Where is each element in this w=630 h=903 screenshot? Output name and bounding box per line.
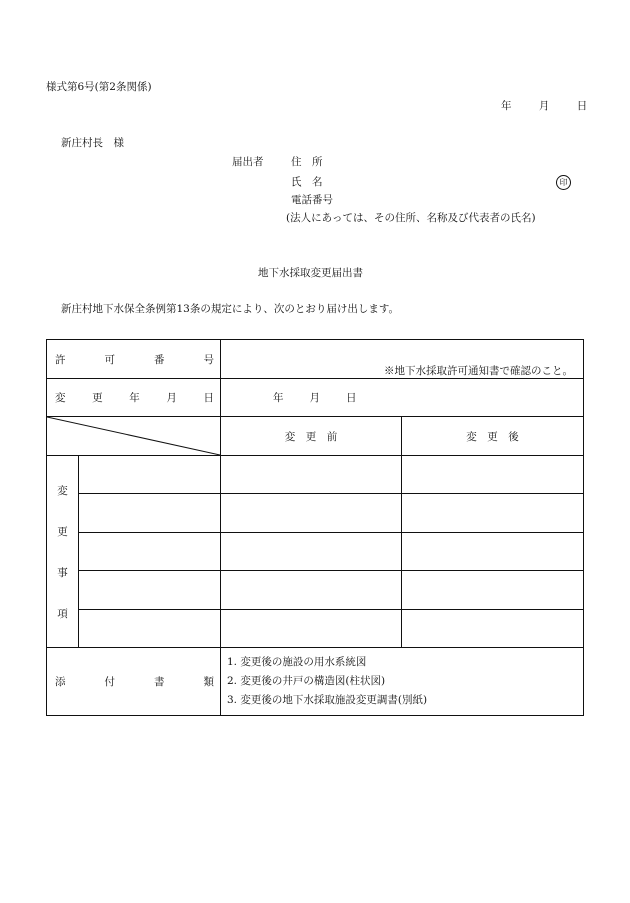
date-year: 年	[501, 100, 512, 112]
addressee: 新庄村長 様	[61, 137, 124, 149]
change-item-after[interactable]	[402, 610, 584, 648]
change-date-label: 変 更 年 月 日	[47, 379, 221, 417]
change-item-name[interactable]	[79, 494, 221, 533]
name-label: 氏 名	[291, 176, 323, 188]
address-label: 住 所	[291, 156, 323, 168]
change-item-before[interactable]	[221, 610, 402, 648]
change-item-after[interactable]	[402, 571, 584, 610]
intro-text: 新庄村地下水保全条例第13条の規定により、次のとおり届け出します。	[61, 303, 400, 315]
attachments-label: 添 付 書 類	[47, 648, 221, 716]
change-item-before[interactable]	[221, 494, 402, 533]
change-item-name[interactable]	[79, 533, 221, 571]
before-change-header: 変 更 前	[221, 417, 402, 456]
change-item-name[interactable]	[79, 571, 221, 610]
seal-icon: 印	[556, 175, 571, 190]
submission-date	[501, 101, 587, 112]
attachment-item: 3. 変更後の地下水採取施設変更調書(別紙)	[227, 694, 428, 706]
form-number: 様式第6号(第2条関係)	[46, 81, 152, 93]
change-item-name[interactable]	[79, 456, 221, 494]
change-items-label: 変 更 事 項	[47, 456, 79, 648]
change-form-table	[46, 339, 584, 716]
change-date-field[interactable]: 年 月 日	[221, 379, 584, 417]
change-item-name[interactable]	[79, 610, 221, 648]
permit-note: ※地下水採取許可通知書で確認のこと。	[384, 364, 573, 377]
after-change-header: 変 更 後	[402, 417, 584, 456]
change-item-before[interactable]	[221, 456, 402, 494]
attachment-item: 1. 変更後の施設の用水系統図	[227, 656, 367, 668]
phone-label: 電話番号	[291, 194, 333, 206]
change-item-before[interactable]	[221, 571, 402, 610]
attachments-list	[221, 648, 584, 716]
corporate-note: (法人にあっては、その住所、名称及び代表者の氏名)	[286, 212, 536, 224]
change-item-after[interactable]	[402, 533, 584, 571]
applicant-label: 届出者	[232, 156, 264, 168]
change-item-after[interactable]	[402, 456, 584, 494]
date-day: 日	[576, 100, 588, 112]
change-item-before[interactable]	[221, 533, 402, 571]
attachment-item: 2. 変更後の井戸の構造図(柱状図)	[227, 675, 386, 687]
document-title: 地下水採取変更届出書	[258, 267, 363, 279]
date-month: 月	[538, 100, 550, 112]
change-item-after[interactable]	[402, 494, 584, 533]
permit-number-label: 許 可 番 号	[47, 340, 221, 379]
permit-number-field[interactable]	[221, 340, 584, 379]
diagonal-header-cell	[47, 417, 221, 456]
